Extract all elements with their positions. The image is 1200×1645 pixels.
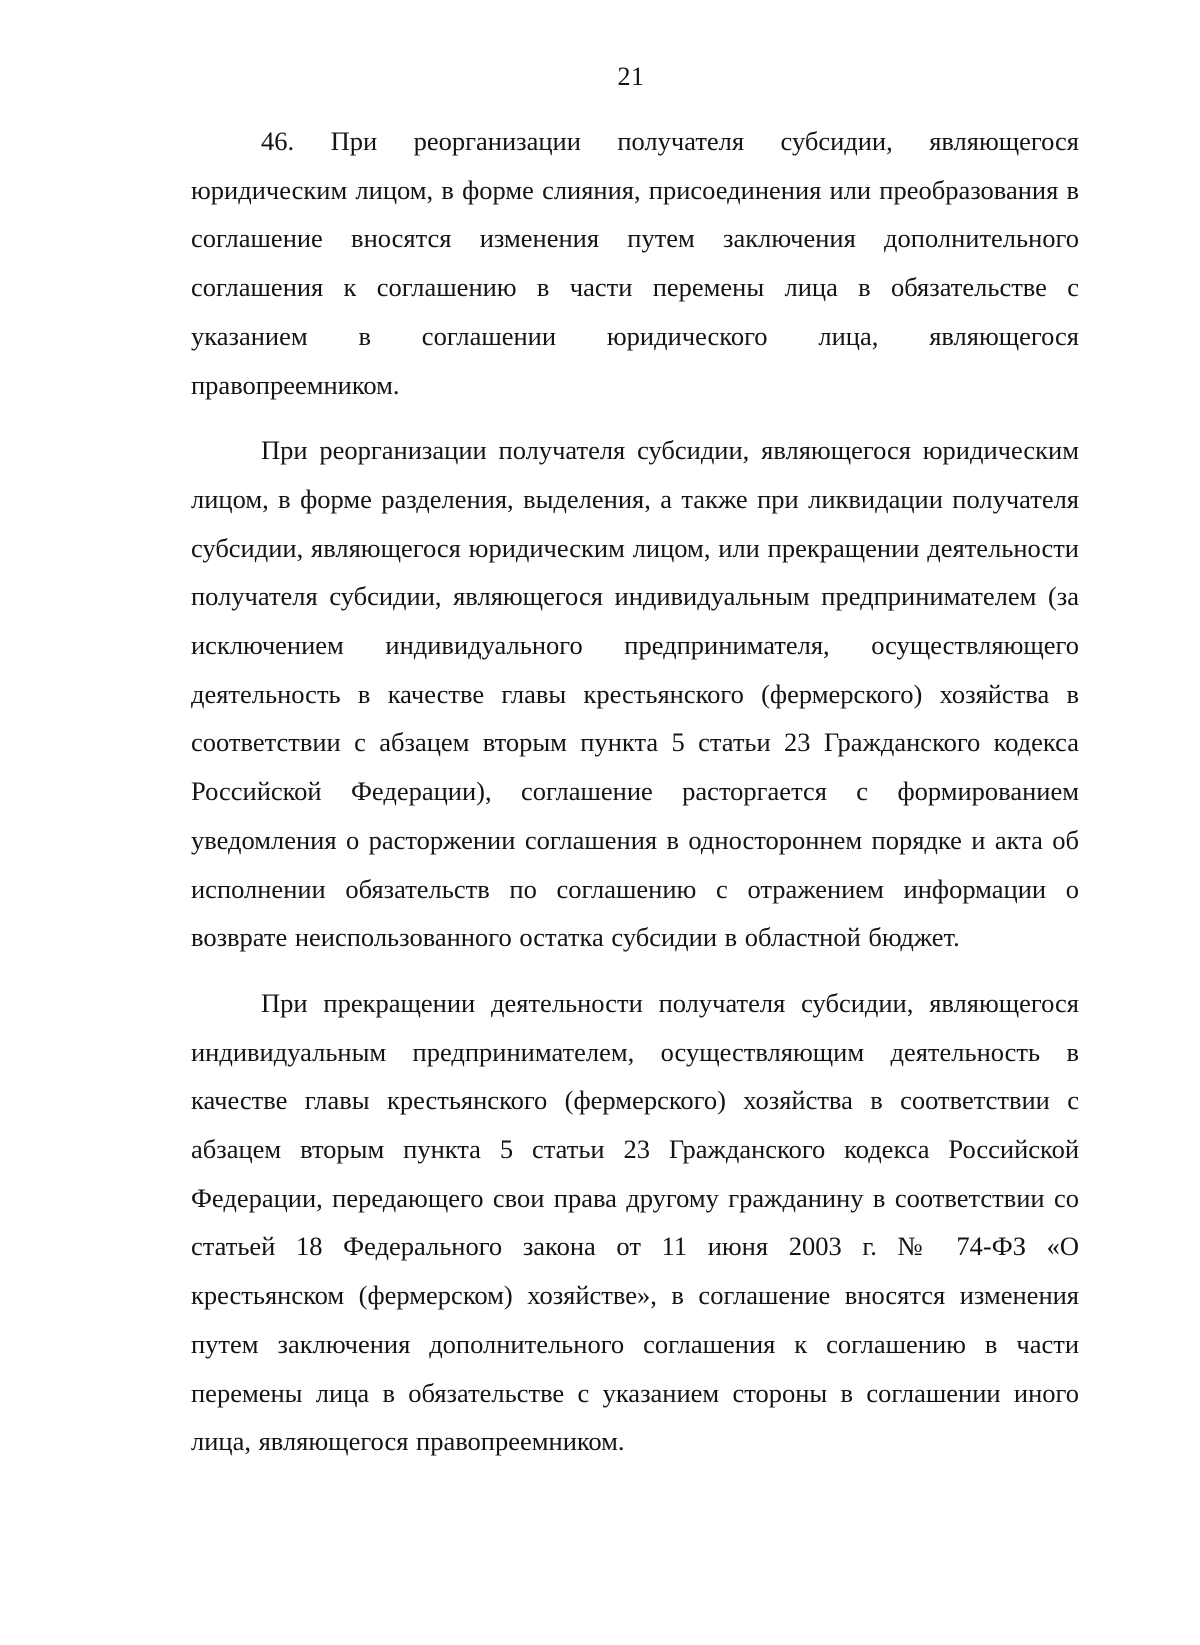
page-number: 21 <box>617 62 645 91</box>
paragraph-reorganization-division: При реорганизации получателя субсидии, являющегося юридическим лицом, в форме разделения, выделения, а также при ликвидации получателя субсидии, являющегося юридическим лицом, или прекращении деятельности получателя субсидии, являющегося индивидуальным предпринимателем (за исключением индивидуального предпринимателя, осуществляющего деятельность в качестве главы крестьянского (фермерского) хозяйства в соответствии с абзацем вторым пункта 5 статьи 23 Гражданского кодекса Российской Федерации), соглашение расторгается с формированием уведомления о расторжении соглашения в одностороннем порядке и акта об исполнении обязательств по соглашению с отражением информации о возврате неиспользованного остатка субсидии в областной бюджет. <box>191 435 1079 953</box>
document-body <box>191 117 1079 1466</box>
paragraph-46-reorganization-merger: 46. При реорганизации получателя субсидии, являющегося юридическим лицом, в форме слияния, присоединения или преобразования в соглашение вносятся изменения путем заключения дополнительного соглашения к соглашению в части перемены лица в обязательстве с указанием в соглашении юридического лица, являющегося правопреемником. <box>191 126 1079 400</box>
paragraph-termination-farm-head: При прекращении деятельности получателя субсидии, являющегося индивидуальным предпринимателем, осуществляющим деятельность в качестве главы крестьянского (фермерского) хозяйства в соответствии с абзацем вторым пункта 5 статьи 23 Гражданского кодекса Российской Федерации, передающего свои права другому гражданину в соответствии со статьей 18 Федерального закона от 11 июня 2003 г. № 74-ФЗ «О крестьянском (фермерском) хозяйстве», в соглашение вносятся изменения путем заключения дополнительного соглашения к соглашению в части перемены лица в обязательстве с указанием стороны в соглашении иного лица, являющегося правопреемником. <box>191 987 1079 1457</box>
